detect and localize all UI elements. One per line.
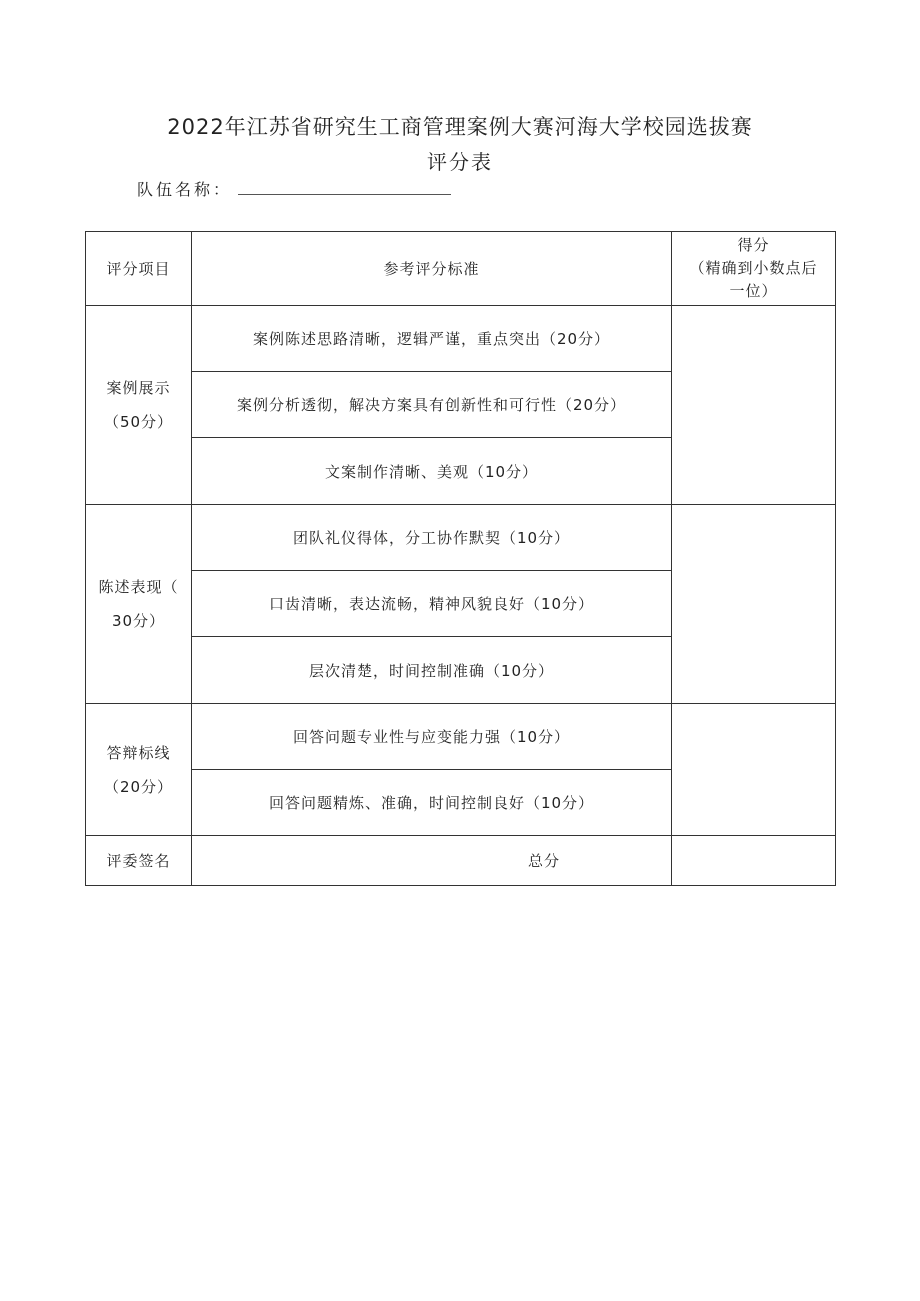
category-case-presentation — [86, 306, 192, 505]
score-input-cell-defense[interactable] — [672, 704, 836, 836]
team-name-blank-line[interactable] — [238, 194, 451, 195]
header-item: 评分项目 — [86, 232, 192, 306]
criteria-cell: 文案制作清晰、美观（10分） — [192, 438, 672, 505]
category-name: 陈述表现（ — [98, 578, 179, 596]
document-title: 2022年江苏省研究生工商管理案例大赛河海大学校园选拔赛 — [167, 115, 753, 139]
total-score-input-cell[interactable] — [672, 836, 836, 886]
table-row — [86, 505, 836, 571]
header-criteria: 参考评分标准 — [192, 232, 672, 306]
header-score-line3: 一位） — [729, 282, 778, 300]
judge-signature-label: 评委签名 — [86, 836, 192, 886]
score-table — [85, 231, 836, 886]
category-points: （20分） — [103, 777, 174, 796]
category-name: 案例展示 — [106, 379, 171, 397]
score-input-cell-case-presentation[interactable] — [672, 306, 836, 505]
category-points: （50分） — [103, 413, 174, 431]
table-row — [86, 306, 836, 372]
criteria-cell: 案例陈述思路清晰，逻辑严谨，重点突出（20分） — [192, 306, 672, 372]
criteria-cell: 团队礼仪得体，分工协作默契（10分） — [192, 505, 672, 571]
header-score-line2: （精确到小数点后 — [689, 259, 818, 277]
table-footer-row — [86, 836, 836, 886]
category-points: 30分） — [111, 612, 166, 630]
team-name-label: 队伍名称： — [137, 180, 233, 199]
total-label-text: 总分 — [528, 852, 561, 870]
header-score-line1: 得分 — [737, 236, 770, 254]
category-name: 答辩标线 — [106, 743, 171, 762]
document-subtitle: 评分表 — [427, 150, 493, 174]
table-header-row — [86, 232, 836, 306]
table-row — [86, 704, 836, 770]
score-input-cell-presentation-performance[interactable] — [672, 505, 836, 704]
category-presentation-performance — [86, 505, 192, 704]
header-score — [672, 232, 836, 306]
criteria-cell: 回答问题专业性与应变能力强（10分） — [192, 704, 672, 770]
total-label — [192, 836, 672, 886]
criteria-cell: 回答问题精炼、准确，时间控制良好（10分） — [192, 770, 672, 836]
criteria-cell: 案例分析透彻，解决方案具有创新性和可行性（20分） — [192, 372, 672, 438]
criteria-cell: 层次清楚，时间控制准确（10分） — [192, 637, 672, 704]
criteria-cell: 口齿清晰，表达流畅，精神风貌良好（10分） — [192, 571, 672, 637]
category-defense — [86, 704, 192, 836]
